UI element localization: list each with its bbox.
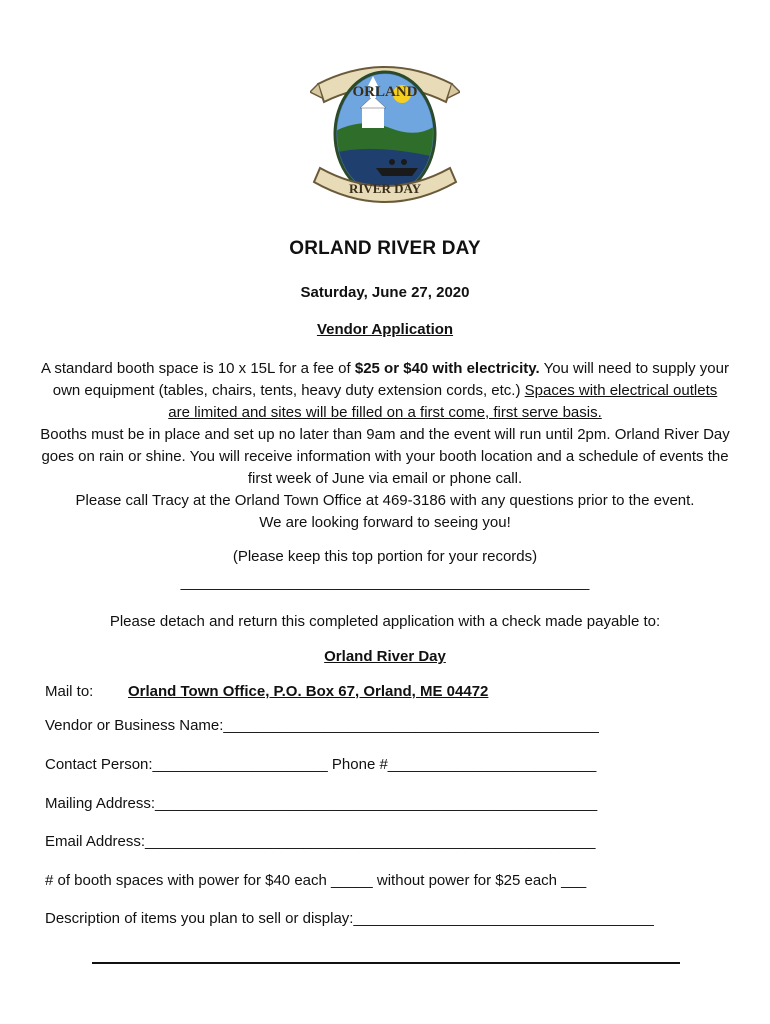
mail-address: Orland Town Office, P.O. Box 67, Orland, ME 04472	[128, 683, 489, 700]
page-title: ORLAND RIVER DAY	[289, 238, 481, 259]
mail-label: Mail to:	[45, 683, 94, 700]
fee-text: $25 or $40 with electricity.	[354, 360, 540, 377]
event-date: Saturday, June 27, 2020	[300, 284, 470, 301]
info-text-2: Booths must be in place and set up no later than 9am and the event will run until 2pm. Orland River Day goes on rain or shine. You will receive information with your booth location and a schedule of events the first week of June via email or phone call.	[40, 426, 730, 487]
logo-bottom-text: RIVER DAY	[348, 181, 422, 196]
electrical-notice: Spaces with electrical outlets are limited and sites will be filled on a first come, first serve basis.	[168, 382, 718, 421]
payable-to: Orland River Day	[324, 648, 446, 665]
info-paragraph	[40, 358, 730, 534]
logo-top-text: ORLAND	[352, 84, 418, 100]
detach-divider: _________________________________________________	[180, 574, 590, 591]
info-text-1b: You will need to supply your own equipment (tables, chairs, tents, heavy duty extension cords, etc.)	[52, 360, 729, 399]
mailing-address-field[interactable]: Mailing Address:_____________________________________________________	[45, 795, 598, 812]
keep-note: (Please keep this top portion for your records)	[232, 548, 538, 565]
orland-river-day-logo	[310, 56, 460, 206]
description-field[interactable]: Description of items you plan to sell or display:____________________________________	[45, 910, 654, 927]
page-subtitle: Vendor Application	[316, 321, 454, 338]
info-text-4: We are looking forward to seeing you!	[259, 514, 511, 531]
vendor-name-field[interactable]: Vendor or Business Name:_____________________________________________	[45, 717, 599, 734]
detach-note: Please detach and return this completed application with a check made payable to:	[109, 613, 661, 630]
info-text-1a: A standard booth space is 10 x 15L for a fee of	[41, 360, 355, 377]
phone-field[interactable]: Phone #_________________________	[327, 756, 597, 773]
booth-spaces-field[interactable]: # of booth spaces with power for $40 each _____ without power for $25 each ___	[45, 872, 587, 889]
description-line[interactable]	[92, 962, 680, 964]
info-text-3: Please call Tracy at the Orland Town Office at 469-3186 with any questions prior to the event.	[75, 492, 695, 509]
contact-phone-row	[45, 756, 596, 773]
email-address-field[interactable]: Email Address:______________________________________________________	[45, 833, 596, 850]
contact-person-field[interactable]: Contact Person:_____________________	[45, 756, 328, 773]
